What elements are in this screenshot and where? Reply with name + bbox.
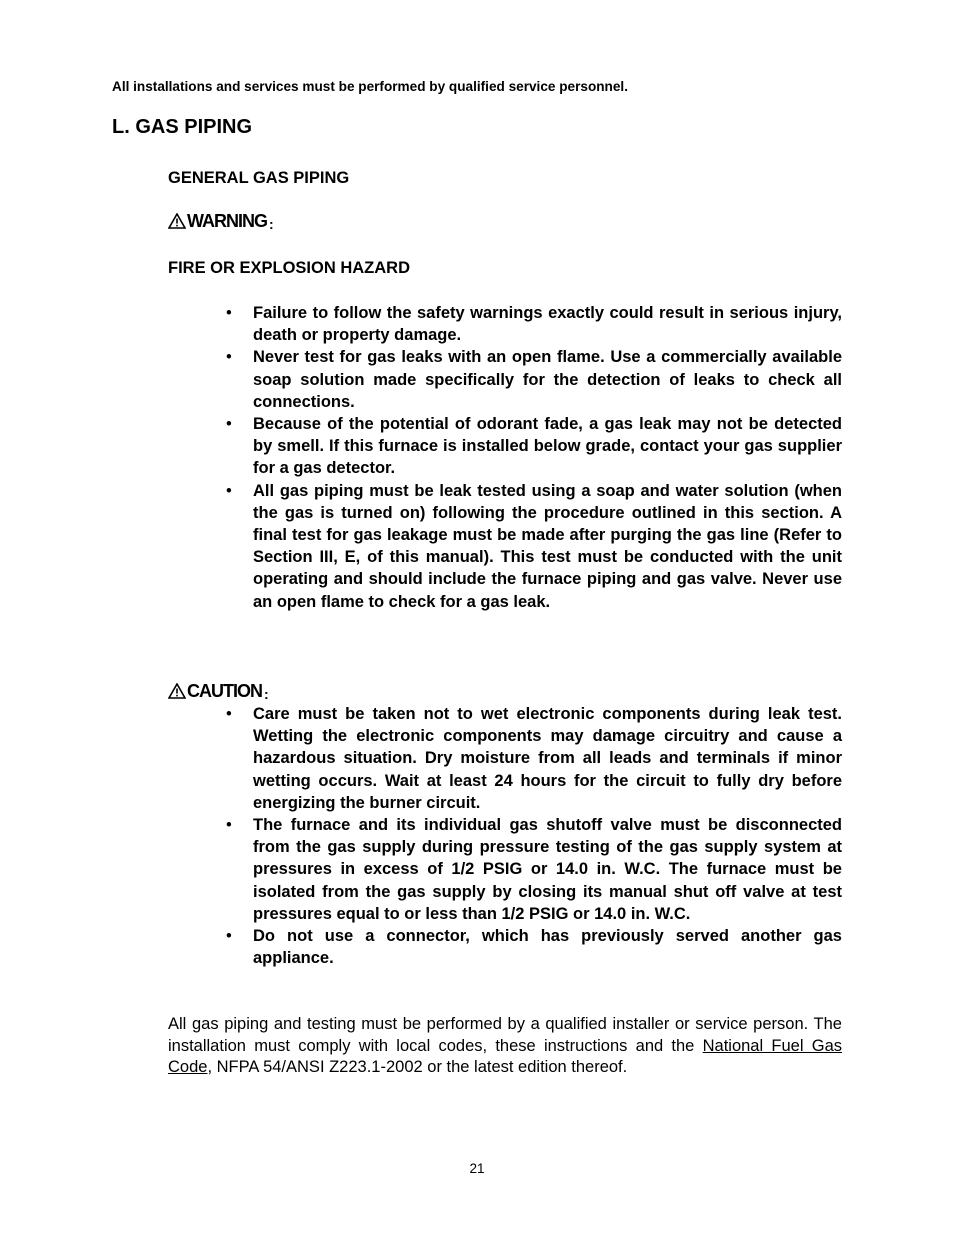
caution-bullet-text: The furnace and its individual gas shutoff valve must be disconnected from the gas supply during pressure testing of the gas supply system at pressures in excess of 1/2 PSIG or 14.0 in. W.C. The furnace must be isolated from the gas supply by closing its manual shut off valve at test pressures equal to or less than 1/2 PSIG or 14.0 in. W.C.: [253, 816, 842, 923]
warning-bullet-text: Because of the potential of odorant fade, a gas leak may not be detected by smell. If this furnace is installed below grade, contact your gas supplier for a gas detector.: [253, 415, 842, 478]
warning-list: [168, 302, 842, 613]
warning-triangle-icon: [168, 213, 186, 229]
subsection-title: GENERAL GAS PIPING: [168, 169, 350, 187]
bullet-dot-icon: •: [226, 481, 232, 500]
warning-heading: [168, 210, 274, 232]
warning-label: WARNING: [187, 210, 267, 231]
list-item: [168, 413, 842, 480]
caution-heading: [168, 680, 269, 702]
bullet-dot-icon: •: [226, 705, 232, 723]
caution-list: [168, 703, 842, 969]
caution-label: CAUTION: [187, 680, 262, 701]
list-item: [168, 480, 842, 613]
bullet-dot-icon: •: [226, 816, 232, 835]
list-item: [168, 302, 842, 346]
closing-paragraph: [168, 1014, 842, 1079]
bullet-dot-icon: •: [226, 348, 232, 367]
closing-text-after: , NFPA 54/ANSI Z223.1-2002 or the latest edition thereof.: [207, 1058, 628, 1076]
list-item: [168, 814, 842, 925]
warning-bullet-text: Never test for gas leaks with an open flame. Use a commercially available soap solution made specifically for the detection of leaks to check all connections.: [253, 348, 842, 411]
warning-bullet-text: All gas piping must be leak tested using a soap and water solution (when the gas is turned on) following the procedure outlined in this section. A final test for gas leakage must be made after purging the gas line (Refer to Section III, E, of this manual). This test must be conducted with the unit operating and should include the furnace piping and gas valve. Never use an open flame to check for a gas leak.: [253, 481, 842, 611]
warning-bullet-text: Failure to follow the safety warnings exactly could result in serious injury, death or property damage.: [253, 304, 842, 345]
list-item: [168, 346, 842, 413]
section-title: L. GAS PIPING: [112, 116, 253, 138]
page-number: 21: [469, 1161, 485, 1176]
code-reference: National Fuel Gas Code: [168, 1036, 842, 1076]
bullet-dot-icon: •: [226, 304, 232, 322]
caution-bullet-text: Care must be taken not to wet electronic components during leak test. Wetting the electronic components may damage circuitry and cause a hazardous situation. Dry moisture from all leads and terminals if minor wetting occurs. Wait at least 24 hours for the circuit to fully dry before energizing the burner circuit.: [253, 705, 842, 812]
list-item: [168, 925, 842, 969]
caution-bullet-text: Do not use a connector, which has previously served another gas appliance.: [253, 927, 842, 968]
hazard-title: FIRE OR EXPLOSION HAZARD: [168, 259, 411, 277]
warning-colon: :: [269, 216, 274, 232]
bullet-dot-icon: •: [226, 927, 232, 946]
caution-colon: :: [264, 686, 269, 702]
warning-triangle-icon: [168, 683, 186, 699]
list-item: [168, 703, 842, 814]
closing-text-before: All gas piping and testing must be performed by a qualified installer or service person. The installation must comply with local codes, these instructions and the: [168, 1015, 842, 1055]
header-note: All installations and services must be performed by qualified service personnel.: [112, 79, 628, 94]
bullet-dot-icon: •: [226, 415, 232, 434]
